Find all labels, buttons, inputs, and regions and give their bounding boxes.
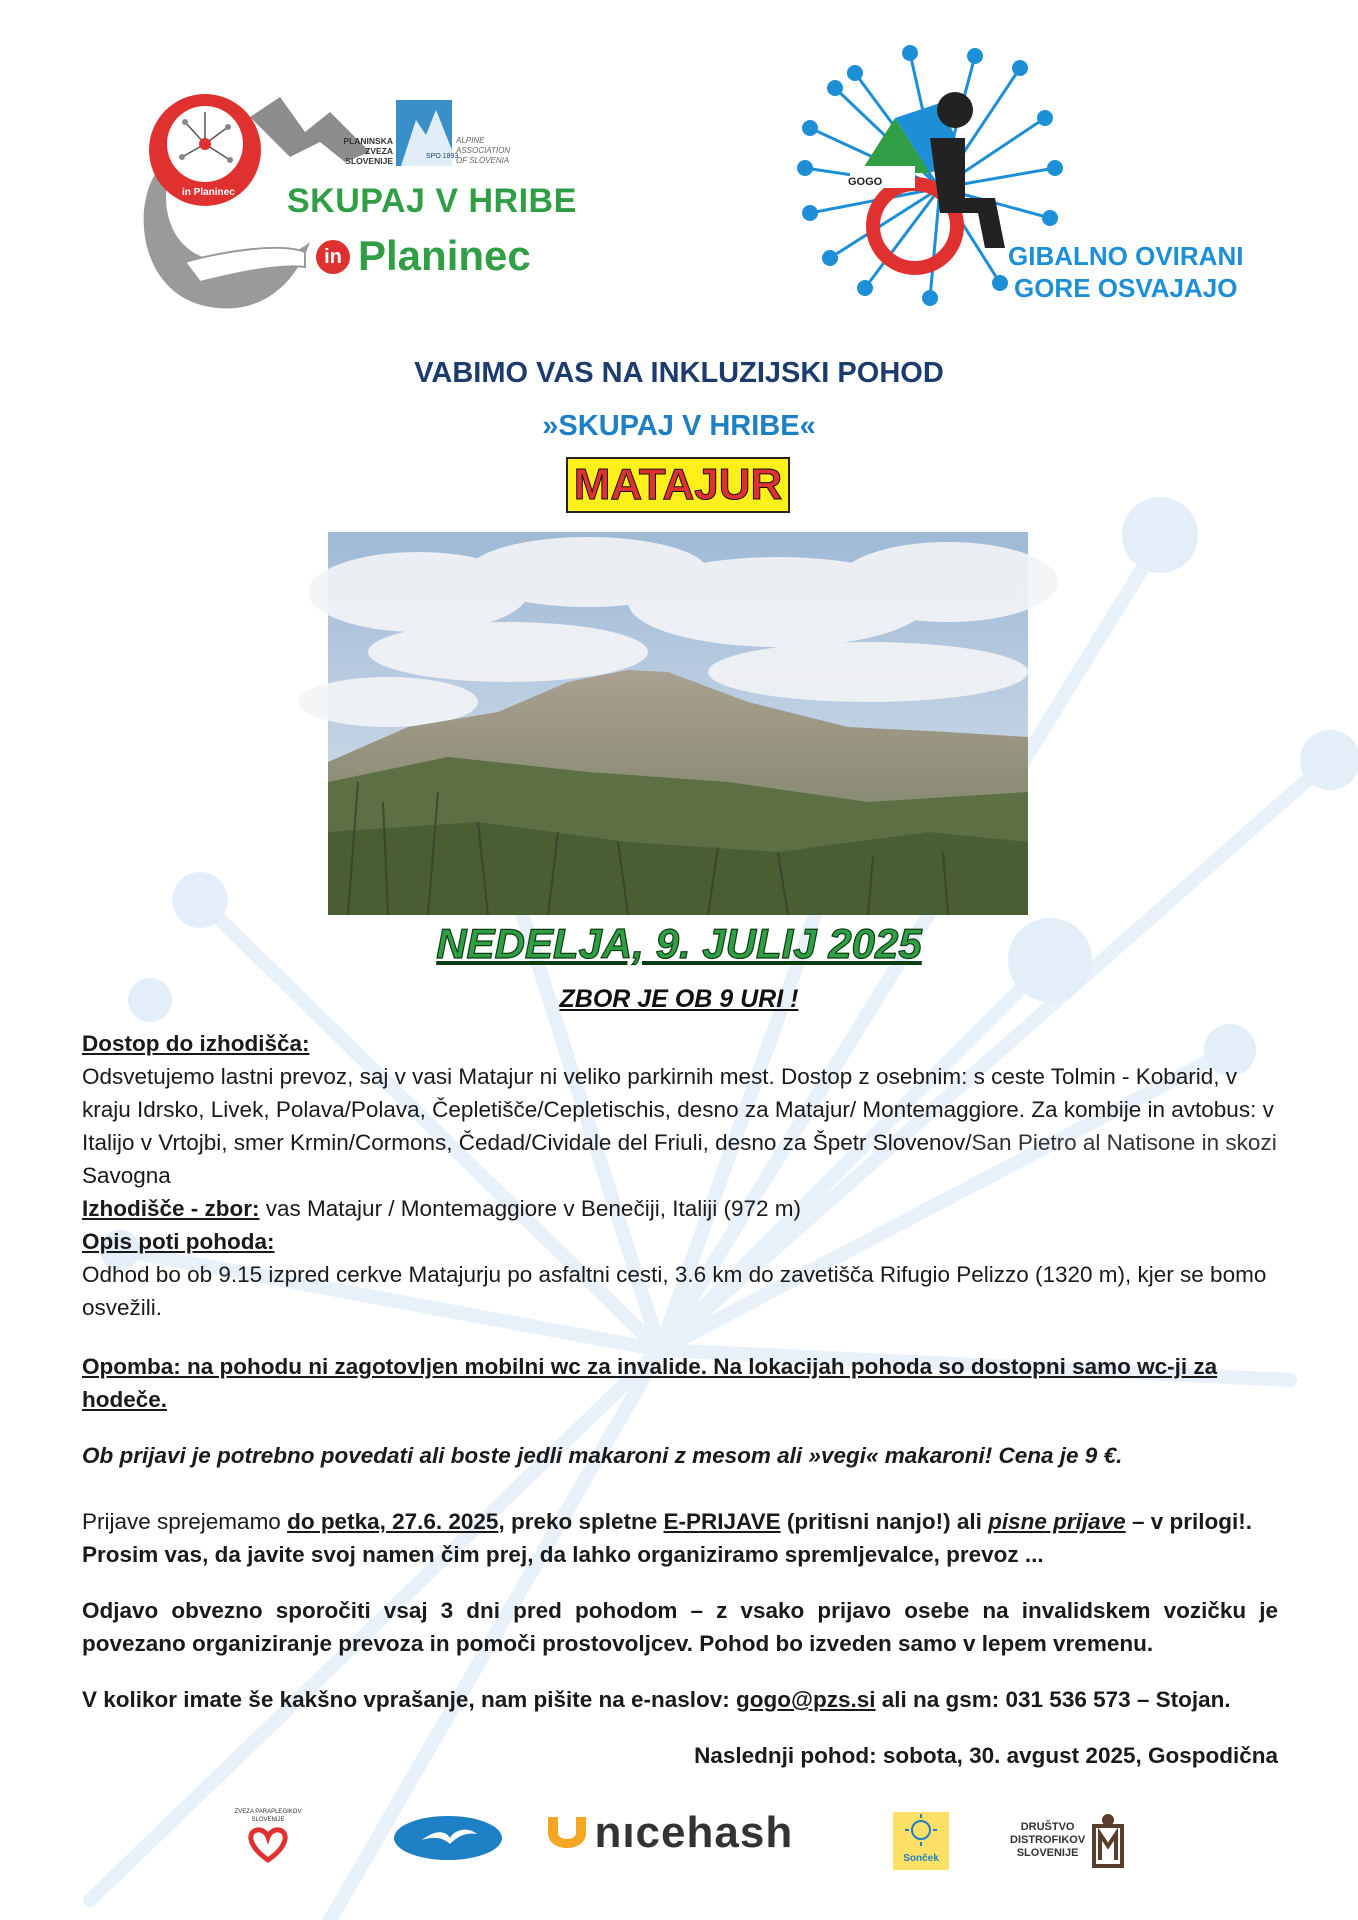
peak-name: MATAJUR [566, 457, 790, 513]
distrofiki-emblem [1090, 1812, 1126, 1868]
sponsor-distrofiki: DRUŠTVO DISTROFIKOV SLOVENIJE [1010, 1812, 1126, 1868]
gogo-slogan: GIBALNO OVIRANI GORE OSVAJAJO [1008, 241, 1244, 303]
invite-heading: VABIMO VAS NA INKLUZIJSKI POHOD [414, 357, 944, 389]
logo-brand: Planinec [358, 232, 531, 279]
sponsor-soncek: Sonček [893, 1812, 949, 1870]
sponsor-nicehash: nıcehash [544, 1808, 793, 1868]
contact-text: V kolikor imate še kakšno vprašanje, nam pišite na e-naslov: gogo@pzs.si ali na gsm: 031 536 573 – Stojan. [82, 1687, 1231, 1712]
matajur-photo [328, 532, 1028, 915]
e-prijave-link[interactable]: E-PRIJAVE [663, 1509, 781, 1534]
event-date: NEDELJA, 9. JULIJ 2025 [436, 920, 922, 967]
pzs-name: PLANINSKA ZVEZA SLOVENIJE [343, 136, 393, 166]
next-hike: Naslednji pohod: sobota, 30. avgust 2025, Gospodična [694, 1743, 1278, 1768]
event-name: »SKUPAJ V HRIBE« [542, 410, 816, 442]
written-registration-link[interactable]: pisne prijave [988, 1509, 1126, 1534]
nicehash-icon [544, 1809, 590, 1857]
in-badge: in [316, 240, 350, 274]
heart-icon [243, 1824, 293, 1864]
alpine-association-text: ALPINE ASSOCIATION OF SLOVENIA [456, 136, 511, 165]
registration-text: Prijave sprejemamo do petka, 27.6. 2025, preko spletne E-PRIJAVE (pritisni nanjo!) ali pisne prijave – v prilogi!. Prosim vas, da javite svoj namen čim prej, da lahko organiziramo spremljevalce, prevoz ... [82, 1509, 1252, 1567]
sun-icon [901, 1812, 941, 1848]
accessibility-note: Opomba: na pohodu ni zagotovljen mobilni wc za invalide. Na lokacijah pohoda so dostopni samo wc-ji za hodeče. [82, 1354, 1218, 1412]
access-text: Odsvetujemo lastni prevoz, saj v vasi Matajur ni veliko parkirnih mest. Dostop z osebnim: s ceste Tolmin - Kobarid, v kraju Idrsko, Livek, Polava/Polava, Čepletišče/Cepletischis, desno za Matajur/ Montemaggiore. Za kombije in avtobus: v Italijo v Vrtojbi, smer Krmin/Cormons, Čedad/Cividale del Friuli, desno za Špetr Slovenov/San Pietro al Natisone in skozi Savogna [82, 1064, 1277, 1188]
logo-title: SKUPAJ V HRIBE [287, 182, 577, 220]
gogo-label: GOGO [848, 176, 883, 188]
access-heading: Dostop do izhodišča: [82, 1031, 310, 1056]
route-heading: Opis poti pohoda: [82, 1229, 275, 1254]
start-row: Izhodišče - zbor: vas Matajur / Montemaggiore v Benečiji, Italiji (972 m) [82, 1196, 801, 1221]
circle-label: in Planinec [182, 187, 235, 198]
sponsor-zveza-paraplegikov: ZVEZA PARAPLEGIKOV SLOVENIJE [226, 1808, 310, 1869]
pzs-mark: SPO 1893 [426, 153, 459, 160]
sponsor-blue-bird-logo [392, 1814, 504, 1862]
pzs-emblem [396, 100, 459, 166]
details-section [82, 1027, 1278, 1324]
deadline: do petka, 27.6. 2025 [287, 1509, 499, 1534]
route-text: Odhod bo ob 9.15 izpred cerkve Matajurju po asfaltni cesti, 3.6 km do zavetišča Rifugio Pelizzo (1320 m), kjer se bomo osvežili. [82, 1262, 1267, 1320]
meeting-time: ZBOR JE OB 9 URI ! [559, 985, 799, 1013]
cancellation-note: Odjavo obvezno sporočiti vsaj 3 dni pred pohodom – z vsako prijavo osebe na invalidskem vozičku je povezano organiziranje prevoza in pomoči prostovoljcev. Pohod bo izveden samo v lepem vremenu. [82, 1598, 1278, 1656]
email-link[interactable]: gogo@pzs.si [736, 1687, 876, 1712]
meal-note: Ob prijavi je potrebno povedati ali boste jedli makaroni z mesom ali »vegi« makaroni! Cena je 9 €. [82, 1443, 1123, 1468]
